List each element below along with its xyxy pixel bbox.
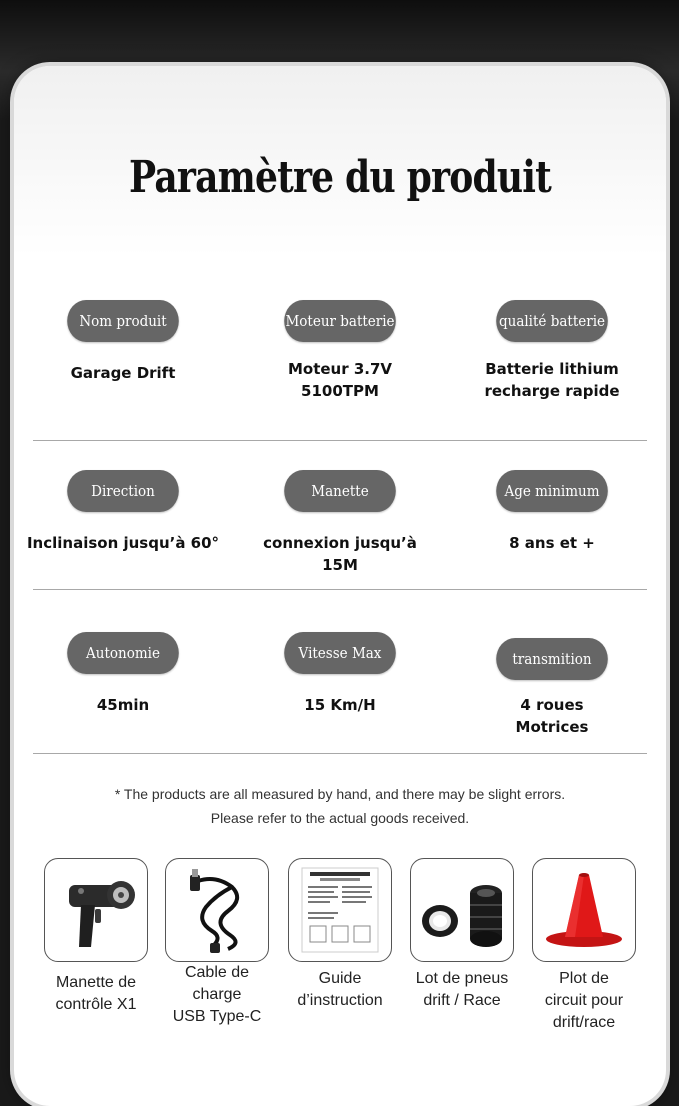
spec-cell bbox=[23, 470, 223, 554]
accessory-thumbnail bbox=[165, 858, 269, 962]
spec-label-pill: transmition bbox=[496, 638, 608, 680]
accessory-thumbnail bbox=[288, 858, 392, 962]
spec-value: 45min bbox=[96, 696, 150, 714]
product-card bbox=[14, 66, 666, 1106]
row-divider bbox=[33, 753, 647, 754]
spec-value: Batterie lithium recharge rapide bbox=[484, 360, 620, 400]
spec-label-pill: Manette bbox=[284, 470, 396, 512]
spec-label-pill: Autonomie bbox=[67, 632, 179, 674]
accessory-item bbox=[275, 858, 405, 1012]
spec-value: 4 roues Motrices bbox=[515, 696, 589, 736]
accessory-thumbnail bbox=[532, 858, 636, 962]
spec-value: connexion jusqu’à 15M bbox=[263, 534, 417, 574]
page-title: Paramètre du produit bbox=[128, 152, 551, 203]
cone-icon bbox=[539, 865, 629, 955]
accessory-label: Manette de contrôle X1 bbox=[55, 974, 137, 1013]
accessory-item bbox=[519, 858, 649, 1034]
accessory-item bbox=[152, 858, 282, 1028]
disclaimer-line-2: Please refer to the actual goods received. bbox=[210, 810, 470, 826]
spec-label-pill: Age minimum bbox=[496, 470, 608, 512]
spec-cell bbox=[452, 638, 652, 738]
spec-cell bbox=[23, 632, 223, 716]
manual-icon bbox=[296, 864, 384, 956]
spec-cell bbox=[452, 300, 652, 402]
row-divider bbox=[33, 589, 647, 590]
disclaimer-line-1: * The products are all measured by hand, and there may be slight errors. bbox=[114, 786, 566, 802]
spec-value: Moteur 3.7V 5100TPM bbox=[287, 360, 393, 400]
row-divider bbox=[33, 440, 647, 441]
accessory-label: Lot de pneus drift / Race bbox=[415, 970, 509, 1009]
usb-cable-icon bbox=[172, 865, 262, 955]
accessory-label: Cable de charge USB Type-C bbox=[172, 964, 262, 1025]
spec-cell bbox=[240, 300, 440, 402]
spec-label-pill: Moteur batterie bbox=[284, 300, 396, 342]
accessory-item bbox=[31, 858, 161, 1016]
accessory-label: Plot de circuit pour drift/race bbox=[544, 970, 624, 1031]
spec-value: Inclinaison jusqu’à 60° bbox=[26, 534, 220, 552]
accessory-thumbnail bbox=[410, 858, 514, 962]
accessory-thumbnail bbox=[44, 858, 148, 962]
accessory-label: Guide d’instruction bbox=[297, 970, 383, 1009]
spec-cell bbox=[240, 632, 440, 716]
spec-cell bbox=[452, 470, 652, 554]
spec-label-pill: Vitesse Max bbox=[284, 632, 396, 674]
spec-cell bbox=[240, 470, 440, 576]
spec-value: Garage Drift bbox=[70, 364, 176, 382]
spec-cell bbox=[23, 300, 223, 384]
spec-value: 15 Km/H bbox=[304, 696, 376, 714]
spec-label-pill: Direction bbox=[67, 470, 179, 512]
remote-controller-icon bbox=[51, 865, 141, 955]
spec-label-pill: qualité batterie bbox=[496, 300, 608, 342]
accessory-item bbox=[397, 858, 527, 1012]
spec-label-pill: Nom produit bbox=[67, 300, 179, 342]
tires-icon bbox=[416, 865, 508, 955]
spec-value: 8 ans et + bbox=[509, 534, 595, 552]
